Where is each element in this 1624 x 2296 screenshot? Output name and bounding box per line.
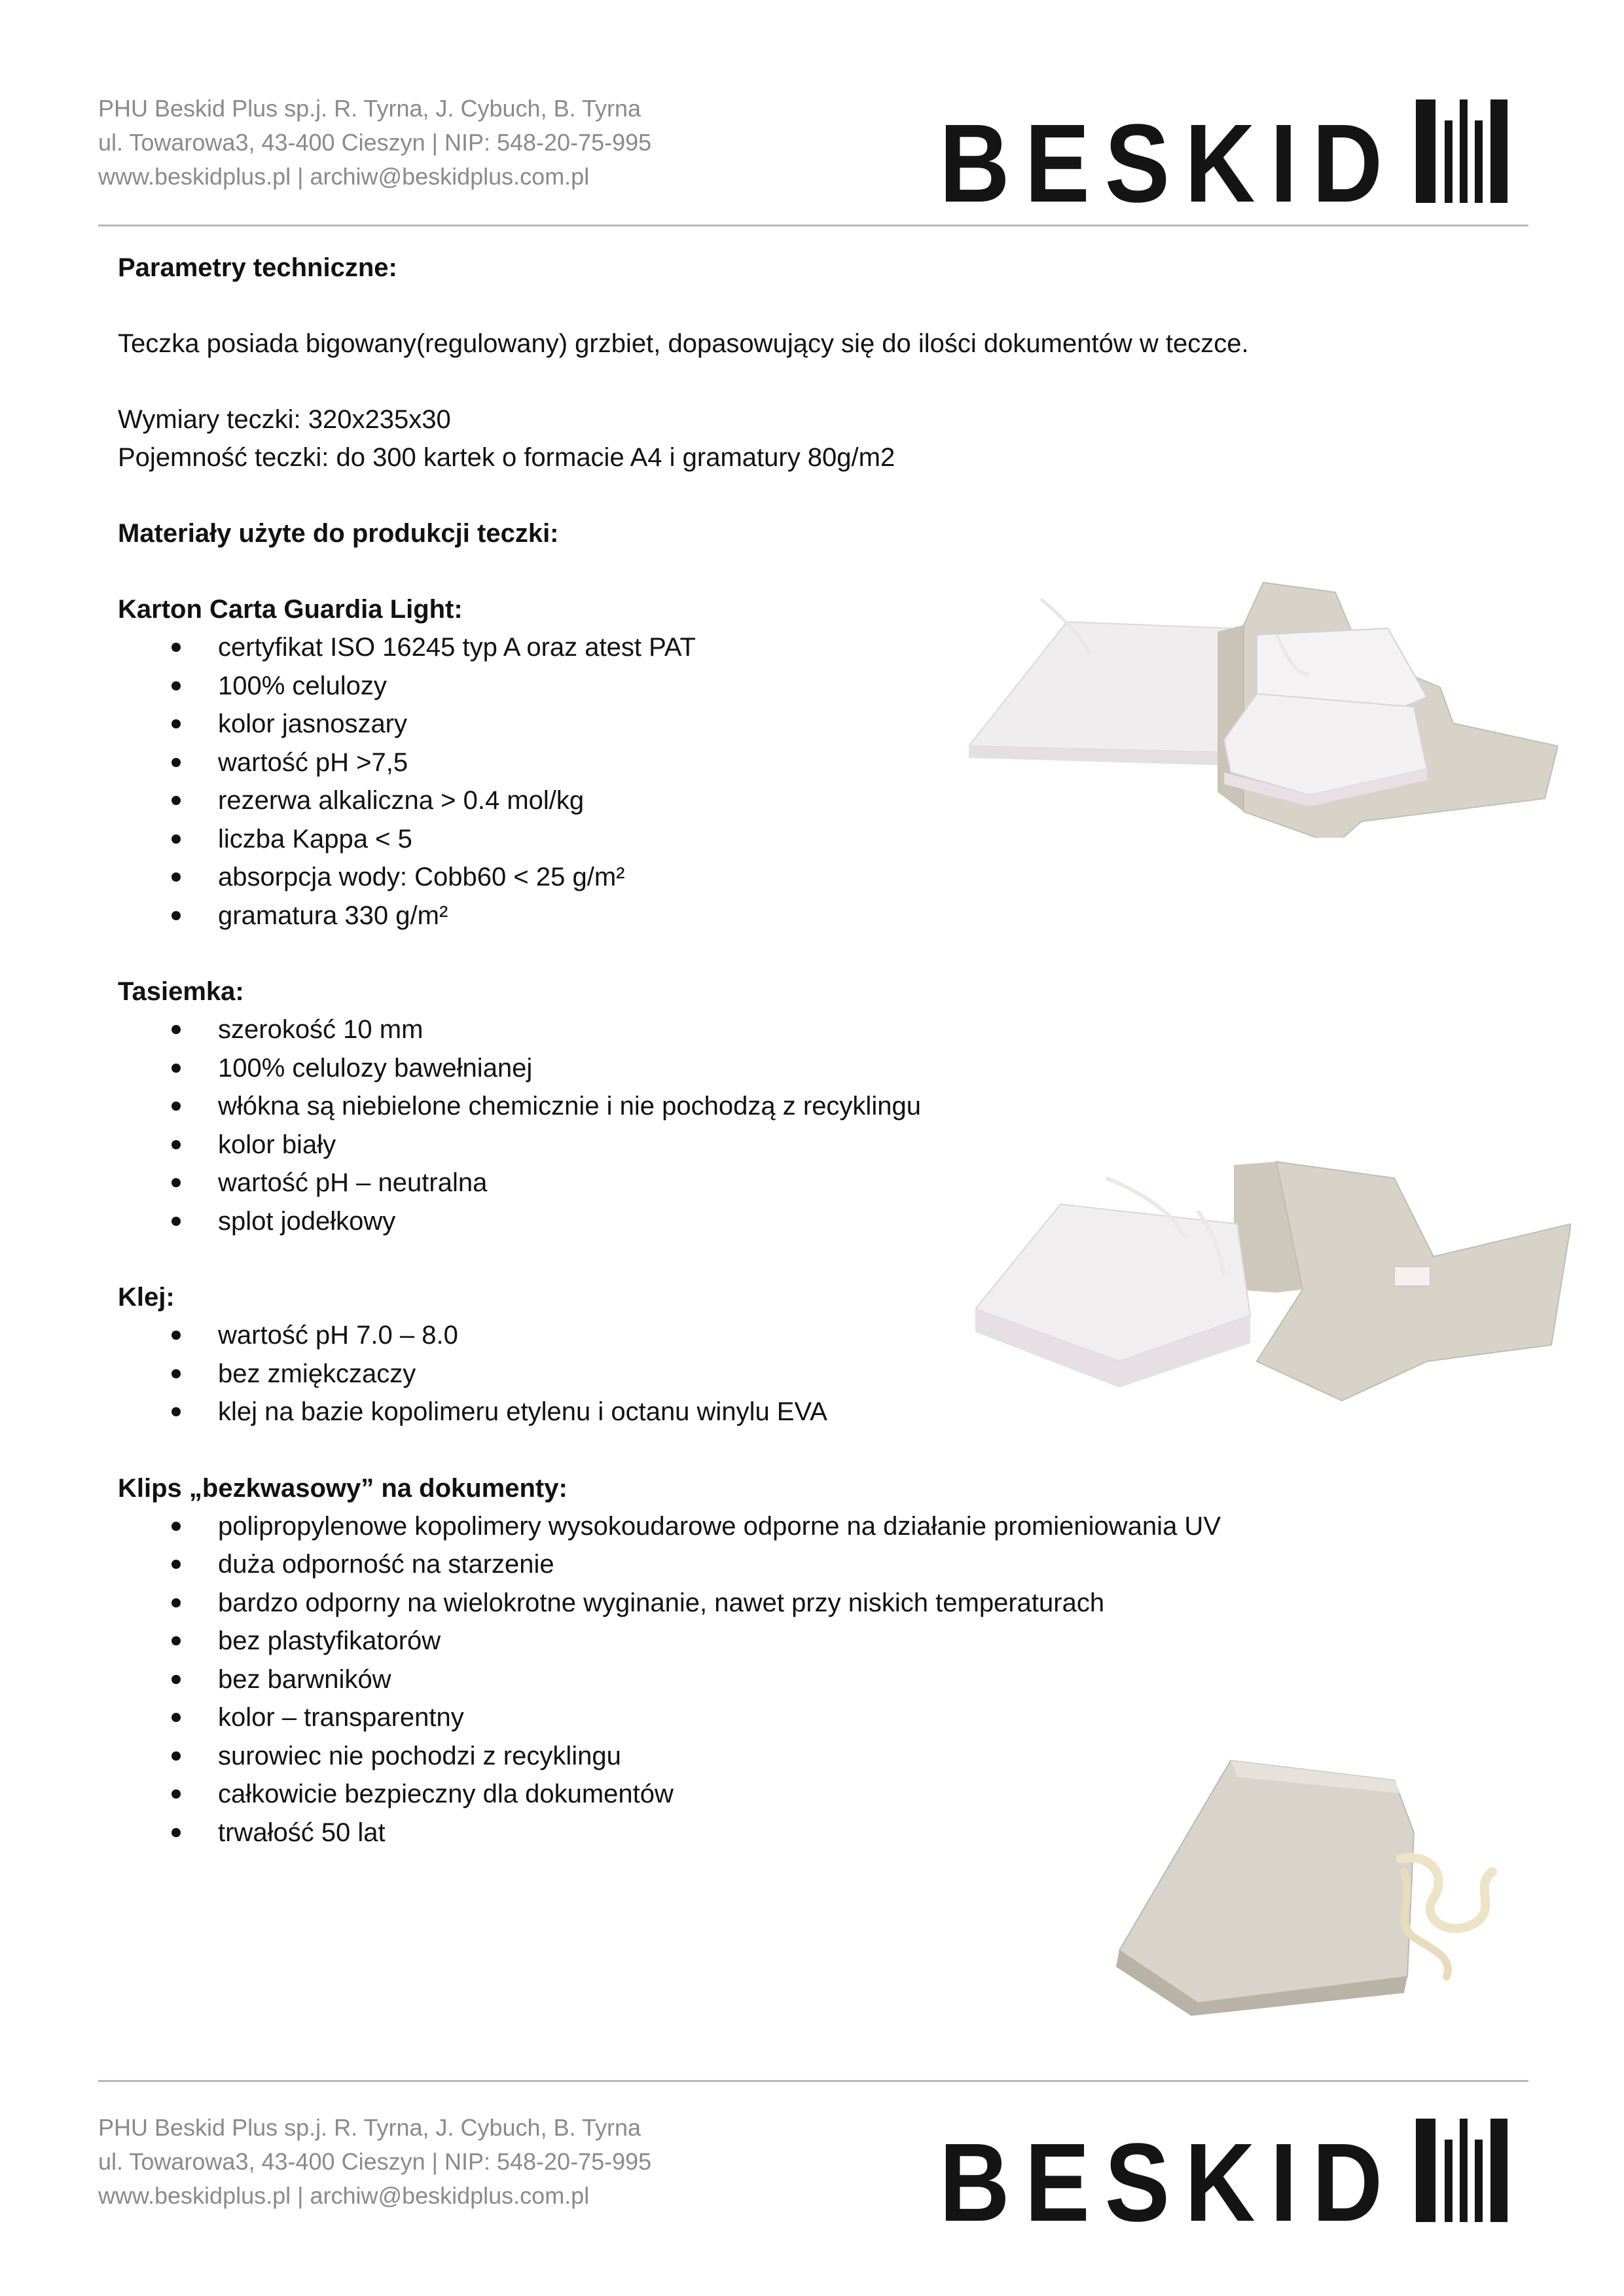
list-item: bardzo odporny na wielokrotne wyginanie, nawet przy niskich temperaturach xyxy=(118,1584,1506,1623)
section-title-klej: Klej: xyxy=(118,1283,175,1312)
list-item: bez zmiękczaczy xyxy=(118,1355,1506,1393)
page-header xyxy=(98,92,1528,242)
section-title-materials: Materiały użyte do produkcji teczki: xyxy=(118,519,559,548)
product-photo-closed-folder xyxy=(1106,1741,1512,2016)
company-info xyxy=(98,92,651,194)
company-address: ul. Towarowa3, 43-400 Cieszyn | NIP: 548-20-75-995 xyxy=(98,129,652,156)
dimensions-text: Wymiary teczki: 320x235x30 xyxy=(118,405,451,434)
beskid-logo xyxy=(939,2111,1528,2235)
company-web: www.beskidplus.pl | archiw@beskidplus.com.pl xyxy=(98,2182,590,2209)
company-name: PHU Beskid Plus sp.j. R. Tyrna, J. Cybuch, B. Tyrna xyxy=(98,95,641,122)
list-item: absorpcja wody: Cobb60 < 25 g/m² xyxy=(118,858,1506,897)
logo-text: BESKID xyxy=(939,2121,1398,2235)
logo-text: BESKID xyxy=(939,101,1398,216)
company-address: ul. Towarowa3, 43-400 Cieszyn | NIP: 548-20-75-995 xyxy=(98,2148,652,2175)
list-item: splot jodełkowy xyxy=(118,1202,1506,1241)
page-footer xyxy=(98,2111,1528,2261)
company-name: PHU Beskid Plus sp.j. R. Tyrna, J. Cybuch, B. Tyrna xyxy=(98,2114,641,2141)
list-item: kolor jasnoszary xyxy=(118,705,1506,744)
list-item: wartość pH >7,5 xyxy=(118,744,1506,782)
section-title-karton: Karton Carta Guardia Light: xyxy=(118,595,463,624)
list-item: polipropylenowe kopolimery wysokoudarowe odporne na działanie promieniowania UV xyxy=(118,1507,1506,1546)
product-photo-open-folder xyxy=(969,576,1558,838)
list-item: 100% celulozy xyxy=(118,667,1506,706)
list-item: duża odporność na starzenie xyxy=(118,1545,1506,1584)
list-item: szerokość 10 mm xyxy=(118,1011,1506,1049)
list-item: gramatura 330 g/m² xyxy=(118,897,1506,935)
list-item: kolor biały xyxy=(118,1126,1506,1164)
list-item: bez barwników xyxy=(118,1660,1506,1699)
section-title-klips: Klips „bezkwasowy” na dokumenty: xyxy=(118,1473,568,1503)
list-item: wartość pH – neutralna xyxy=(118,1164,1506,1202)
company-info xyxy=(98,2111,651,2213)
list-item: certyfikat ISO 16245 typ A oraz atest PAT xyxy=(118,628,1506,667)
capacity-text: Pojemność teczki: do 300 kartek o formacie A4 i gramatury 80g/m2 xyxy=(118,443,895,472)
header-divider xyxy=(98,224,1528,226)
list-item: całkowicie bezpieczny dla dokumentów xyxy=(118,1775,1506,1814)
beskid-logo xyxy=(939,92,1528,216)
section-title-tasiemka: Tasiemka: xyxy=(118,977,244,1006)
list-item: wartość pH 7.0 – 8.0 xyxy=(118,1316,1506,1355)
list-item: 100% celulozy bawełnianej xyxy=(118,1049,1506,1088)
intro-text: Teczka posiada bigowany(regulowany) grzbiet, dopasowujący się do ilości dokumentów w teczce. xyxy=(118,329,1249,358)
list-item: rezerwa alkaliczna > 0.4 mol/kg xyxy=(118,781,1506,820)
list-item: klej na bazie kopolimeru etylenu i octanu winylu EVA xyxy=(118,1393,1506,1431)
document-body xyxy=(118,249,1506,1852)
product-photo-folder-stack xyxy=(975,1152,1571,1427)
list-item: włókna są niebielone chemicznie i nie pochodzą z recyklingu xyxy=(118,1087,1506,1126)
footer-divider xyxy=(98,2080,1528,2082)
list-item: trwałość 50 lat xyxy=(118,1814,1506,1852)
list-item: bez plastyfikatorów xyxy=(118,1622,1506,1660)
section-title-parameters: Parametry techniczne: xyxy=(118,253,397,282)
list-item: surowiec nie pochodzi z recyklingu xyxy=(118,1737,1506,1776)
list-item: liczba Kappa < 5 xyxy=(118,820,1506,859)
company-web: www.beskidplus.pl | archiw@beskidplus.com.pl xyxy=(98,163,590,190)
list-item: kolor – transparentny xyxy=(118,1698,1506,1737)
